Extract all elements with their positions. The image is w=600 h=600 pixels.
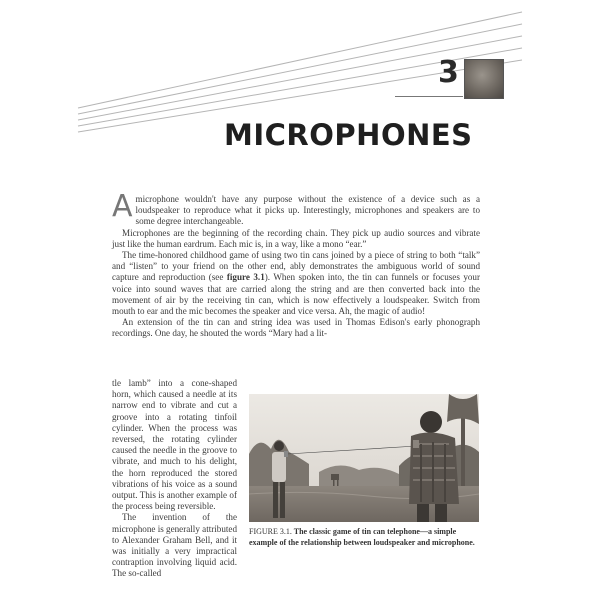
figure-caption-text: The classic game of tin can telephone—a simple example of the relationship between loudspeaker and microphone. xyxy=(249,527,475,547)
chapter-number: 3 xyxy=(438,55,459,90)
paragraph-2: Microphones are the beginning of the recording chain. They pick up audio sources and vibrate just like the human eardrum. Each mic is, in a way, like a mono “ear.” xyxy=(112,227,480,249)
drop-cap: A xyxy=(112,189,133,224)
paragraph-3: The time-honored childhood game of using two tin cans joined by a piece of string to both “talk” and “listen” to your friend on the other end, ably demonstrates the ambiguous world of sound capture and reproduction (see figure 3.1). When spoken into, the tin can funnels or focuses your voice into sound waves that are carried along the string and are then converted back into the movement of air by the receiving tin can, which is now effectively a loudspeaker. Switch from mouth to ear and the mic becomes the speaker and vice versa. Ah, the magic of audio! xyxy=(112,250,480,317)
paragraph-5: The invention of the microphone is generally attributed to Alexander Graham Bell, and it was initially a very impractical contraption involving liquid acid. The so-called xyxy=(112,512,237,579)
figure-photo-tin-can-telephone xyxy=(249,394,479,522)
chapter-title: MICROPHONES xyxy=(224,118,473,152)
chapter-rule xyxy=(395,96,463,97)
microphone-grille-icon xyxy=(464,59,504,99)
paragraph-4-start: An extension of the tin can and string idea was used in Thomas Edison's early phonograph recordings. One day, he shouted the words “Mary had a lit- xyxy=(112,317,480,339)
body-text-narrow xyxy=(112,378,237,580)
paragraph-4-continued: tle lamb” into a cone-shaped horn, which caused a needle at its narrow end to vibrate and cut a groove into a rotating tinfoil cylinder. When the process was reversed, the rotating cylinder caused the needle in the groove to vibrate, and much to his delight, the horn reproduced the stored vibrations of his voice as a sound output. This is another example of the process being reversible. xyxy=(112,378,237,512)
figure-label: FIGURE 3.1. xyxy=(249,527,292,536)
figure-reference: figure 3.1 xyxy=(226,272,265,283)
paragraph-1: Amicrophone wouldn't have any purpose without the existence of a device such as a loudspeaker to reproduce what it picks up. Interestingly, microphones and speakers are to some degree interchangeable. xyxy=(112,189,480,227)
figure-caption xyxy=(249,526,481,548)
body-text-wide xyxy=(112,189,480,340)
